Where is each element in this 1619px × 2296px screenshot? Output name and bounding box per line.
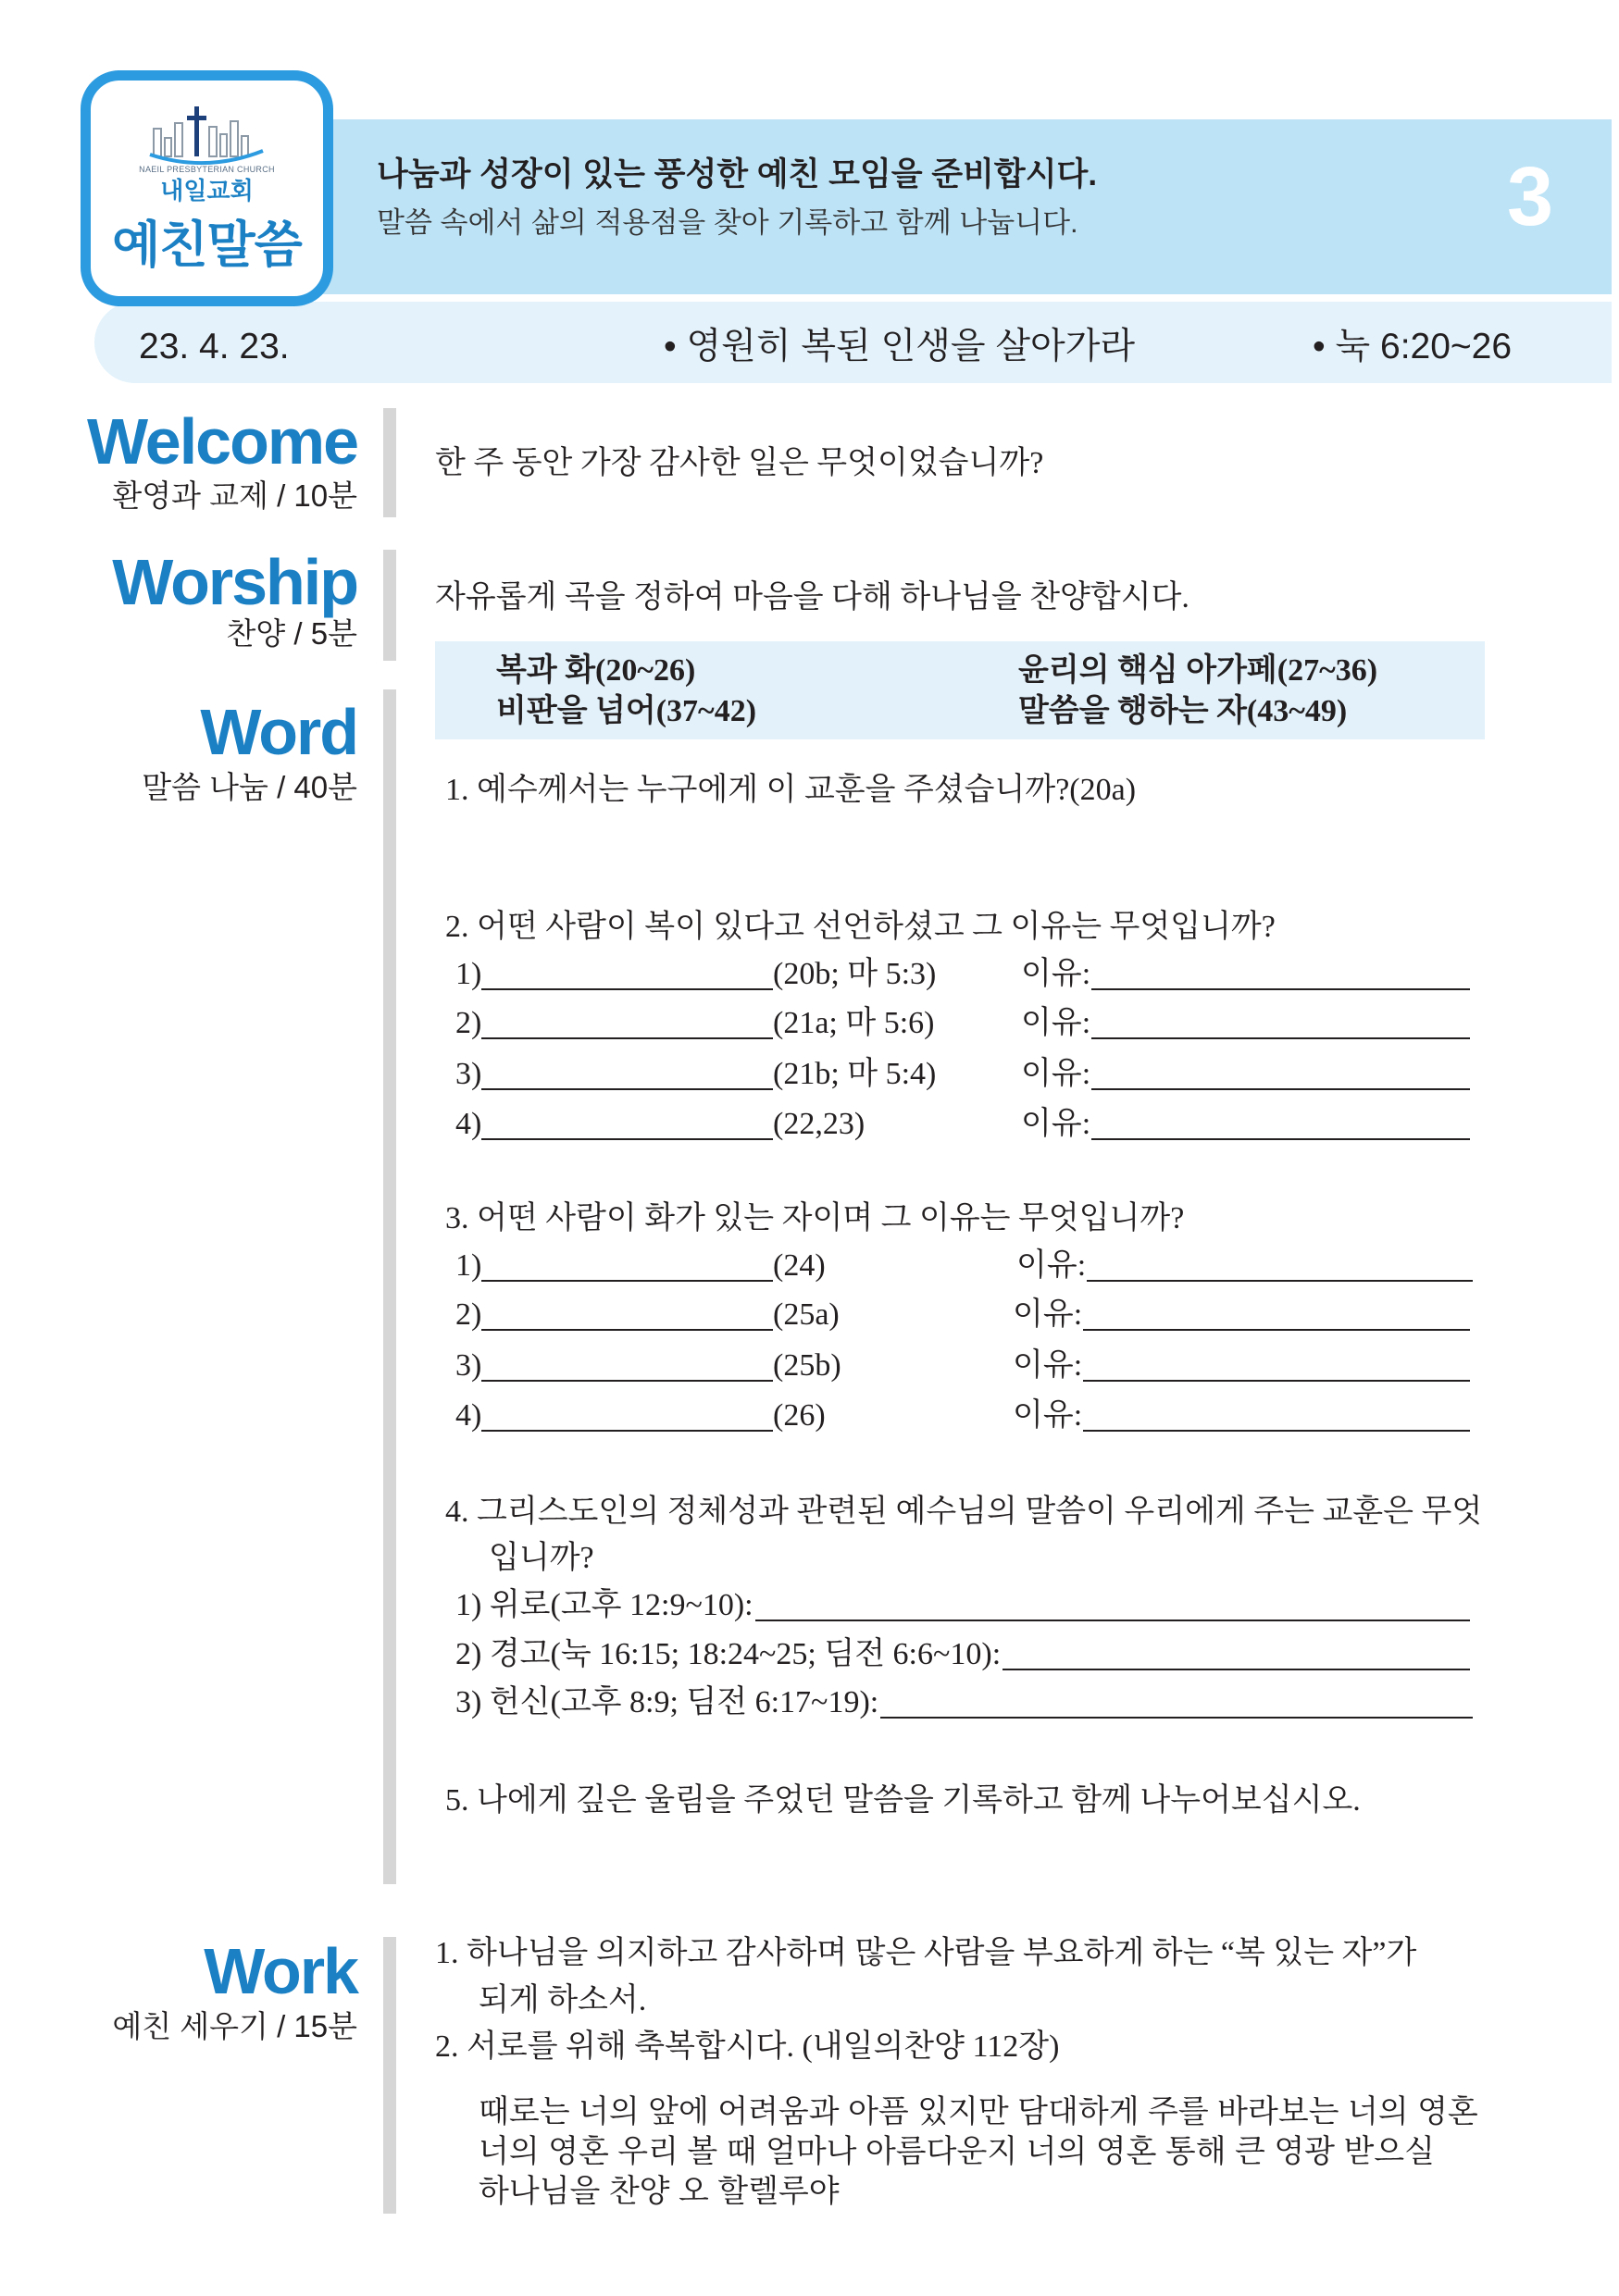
work-subtitle: 예친 세우기 / 15분 bbox=[112, 2009, 357, 2043]
outline-item: 복과 화(20~26) bbox=[496, 653, 696, 688]
logo-church-name: 내일교회 bbox=[160, 177, 254, 205]
answer-blank bbox=[481, 1393, 773, 1432]
reason-blank bbox=[1091, 1000, 1470, 1039]
header-subline: 말씀 속에서 삶의 적용점을 찾아 기록하고 함께 나눕니다. bbox=[377, 206, 1078, 239]
q4-item-label: 2) 경고(눅 16:15; 18:24~25; 딤전 6:6~10): bbox=[455, 1637, 1002, 1671]
answer-blank bbox=[481, 1051, 773, 1090]
worship-heading: Worship bbox=[112, 546, 357, 618]
work-heading: Work bbox=[204, 1935, 357, 2007]
work-section-bar bbox=[383, 1937, 396, 2214]
answer-blank bbox=[880, 1680, 1473, 1719]
reason-blank bbox=[1083, 1393, 1470, 1432]
verse-reference: (21a; 마 5:6) bbox=[773, 1006, 935, 1040]
q2-answer-row bbox=[0, 1101, 1619, 1148]
chapter-outline-box bbox=[435, 641, 1485, 739]
question-3: 3. 어떤 사람이 화가 있는 자이며 그 이유는 무엇입니까? bbox=[445, 1201, 1185, 1235]
word-heading: Word bbox=[200, 696, 357, 768]
q4-answer-row bbox=[455, 1632, 1470, 1678]
outline-item: 윤리의 핵심 아가페(27~36) bbox=[1018, 653, 1378, 688]
verse-reference: (20b; 마 5:3) bbox=[773, 957, 937, 991]
row-number: 1) bbox=[455, 957, 482, 991]
answer-blank bbox=[481, 951, 773, 990]
lesson-number: 3 bbox=[1507, 151, 1554, 243]
reason-label: 이유: bbox=[1016, 1248, 1087, 1283]
q3-answer-row bbox=[0, 1393, 1619, 1439]
q2-answer-row bbox=[0, 1000, 1619, 1047]
row-number: 2) bbox=[455, 1006, 482, 1040]
worship-subtitle: 찬양 / 5분 bbox=[226, 616, 357, 651]
outline-item: 말씀을 행하는 자(43~49) bbox=[1018, 694, 1348, 728]
work-item-1: 1. 하나님을 의지하고 감사하며 많은 사람을 부요하게 하는 “복 있는 자”가 bbox=[435, 1936, 1417, 1970]
church-skyline-icon bbox=[146, 103, 267, 168]
lesson-date: 23. 4. 23. bbox=[139, 327, 290, 366]
reason-blank bbox=[1091, 951, 1470, 990]
row-number: 3) bbox=[455, 1057, 482, 1091]
header-headline: 나눔과 성장이 있는 풍성한 예친 모임을 준비합시다. bbox=[377, 156, 1098, 192]
answer-blank bbox=[481, 1101, 773, 1140]
verse-reference: (25a) bbox=[773, 1297, 840, 1332]
verse-reference: (25b) bbox=[773, 1348, 841, 1383]
word-subtitle: 말씀 나눔 / 40분 bbox=[142, 770, 357, 804]
work-item-2: 2. 서로를 위해 축복합시다. (내일의찬양 112장) bbox=[435, 2029, 1060, 2064]
q4-answer-row bbox=[455, 1582, 1470, 1629]
answer-blank bbox=[1003, 1632, 1470, 1670]
question-5: 5. 나에게 깊은 울림을 주었던 말씀을 기록하고 함께 나누어보십시오. bbox=[445, 1783, 1361, 1818]
reason-blank bbox=[1087, 1243, 1473, 1282]
welcome-heading: Welcome bbox=[86, 405, 357, 478]
logo-publication-title: 예친말씀 bbox=[112, 217, 302, 273]
verse-reference: (26) bbox=[773, 1398, 826, 1433]
q3-answer-row bbox=[0, 1343, 1619, 1389]
verse-reference: (24) bbox=[773, 1248, 826, 1283]
reason-label: 이유: bbox=[1021, 1107, 1091, 1141]
row-number: 2) bbox=[455, 1297, 482, 1332]
row-number: 1) bbox=[455, 1248, 482, 1283]
q3-answer-row bbox=[0, 1292, 1619, 1338]
answer-blank bbox=[755, 1582, 1470, 1621]
lesson-title: • 영원히 복된 인생을 살아가라 bbox=[664, 327, 1136, 366]
welcome-section-bar bbox=[383, 408, 396, 517]
question-2: 2. 어떤 사람이 복이 있다고 선언하셨고 그 이유는 무엇입니까? bbox=[445, 910, 1276, 944]
reason-blank bbox=[1083, 1292, 1470, 1331]
question-1: 1. 예수께서는 누구에게 이 교훈을 주셨습니까?(20a) bbox=[445, 773, 1137, 807]
reason-label: 이유: bbox=[1021, 1006, 1091, 1040]
q2-answer-row bbox=[0, 951, 1619, 998]
welcome-subtitle: 환영과 교제 / 10분 bbox=[112, 478, 357, 513]
reason-blank bbox=[1091, 1051, 1470, 1090]
worship-prompt: 자유롭게 곡을 정하여 마음을 다해 하나님을 찬양합시다. bbox=[435, 580, 1189, 614]
row-number: 4) bbox=[455, 1107, 482, 1141]
reason-label: 이유: bbox=[1013, 1297, 1083, 1332]
answer-blank bbox=[481, 1292, 773, 1331]
answer-blank bbox=[481, 1000, 773, 1039]
reason-blank bbox=[1083, 1343, 1470, 1382]
logo-english-name: NAEIL PRESBYTERIAN CHURCH bbox=[139, 165, 275, 174]
hymn-lyric-line: 하나님을 찬양 오 할렐루야 bbox=[479, 2174, 840, 2209]
question-4: 4. 그리스도인의 정체성과 관련된 예수님의 말씀이 우리에게 주는 교훈은 무엇 bbox=[445, 1495, 1483, 1529]
reason-label: 이유: bbox=[1021, 1057, 1091, 1091]
hymn-lyric-line: 때로는 너의 앞에 어려움과 아픔 있지만 담대하게 주를 바라보는 너의 영혼 bbox=[479, 2094, 1478, 2129]
row-number: 4) bbox=[455, 1398, 482, 1433]
reason-label: 이유: bbox=[1013, 1398, 1083, 1433]
question-4-continued: 입니까? bbox=[489, 1541, 594, 1575]
q3-answer-row bbox=[0, 1243, 1619, 1289]
q4-item-label: 1) 위로(고후 12:9~10): bbox=[455, 1588, 753, 1622]
hymn-lyric-line: 너의 영혼 우리 볼 때 얼마나 아름다운지 너의 영혼 통해 큰 영광 받으실 bbox=[479, 2134, 1435, 2169]
row-number: 3) bbox=[455, 1348, 482, 1383]
welcome-prompt: 한 주 동안 가장 감사한 일은 무엇이었습니까? bbox=[435, 446, 1044, 480]
answer-blank bbox=[481, 1343, 773, 1382]
lesson-passage: • 눅 6:20~26 bbox=[1313, 327, 1513, 366]
work-item-1-continued: 되게 하소서. bbox=[479, 1983, 647, 2017]
worship-section-bar bbox=[383, 550, 396, 661]
reason-label: 이유: bbox=[1021, 957, 1091, 991]
q4-answer-row bbox=[455, 1680, 1473, 1726]
q4-item-label: 3) 헌신(고후 8:9; 딤전 6:17~19): bbox=[455, 1685, 879, 1719]
verse-reference: (22,23) bbox=[773, 1107, 866, 1141]
answer-blank bbox=[481, 1243, 773, 1282]
verse-reference: (21b; 마 5:4) bbox=[773, 1057, 937, 1091]
outline-item: 비판을 넘어(37~42) bbox=[496, 694, 757, 728]
q2-answer-row bbox=[0, 1051, 1619, 1098]
reason-label: 이유: bbox=[1013, 1348, 1083, 1383]
publication-logo bbox=[81, 70, 333, 306]
reason-blank bbox=[1091, 1101, 1470, 1140]
